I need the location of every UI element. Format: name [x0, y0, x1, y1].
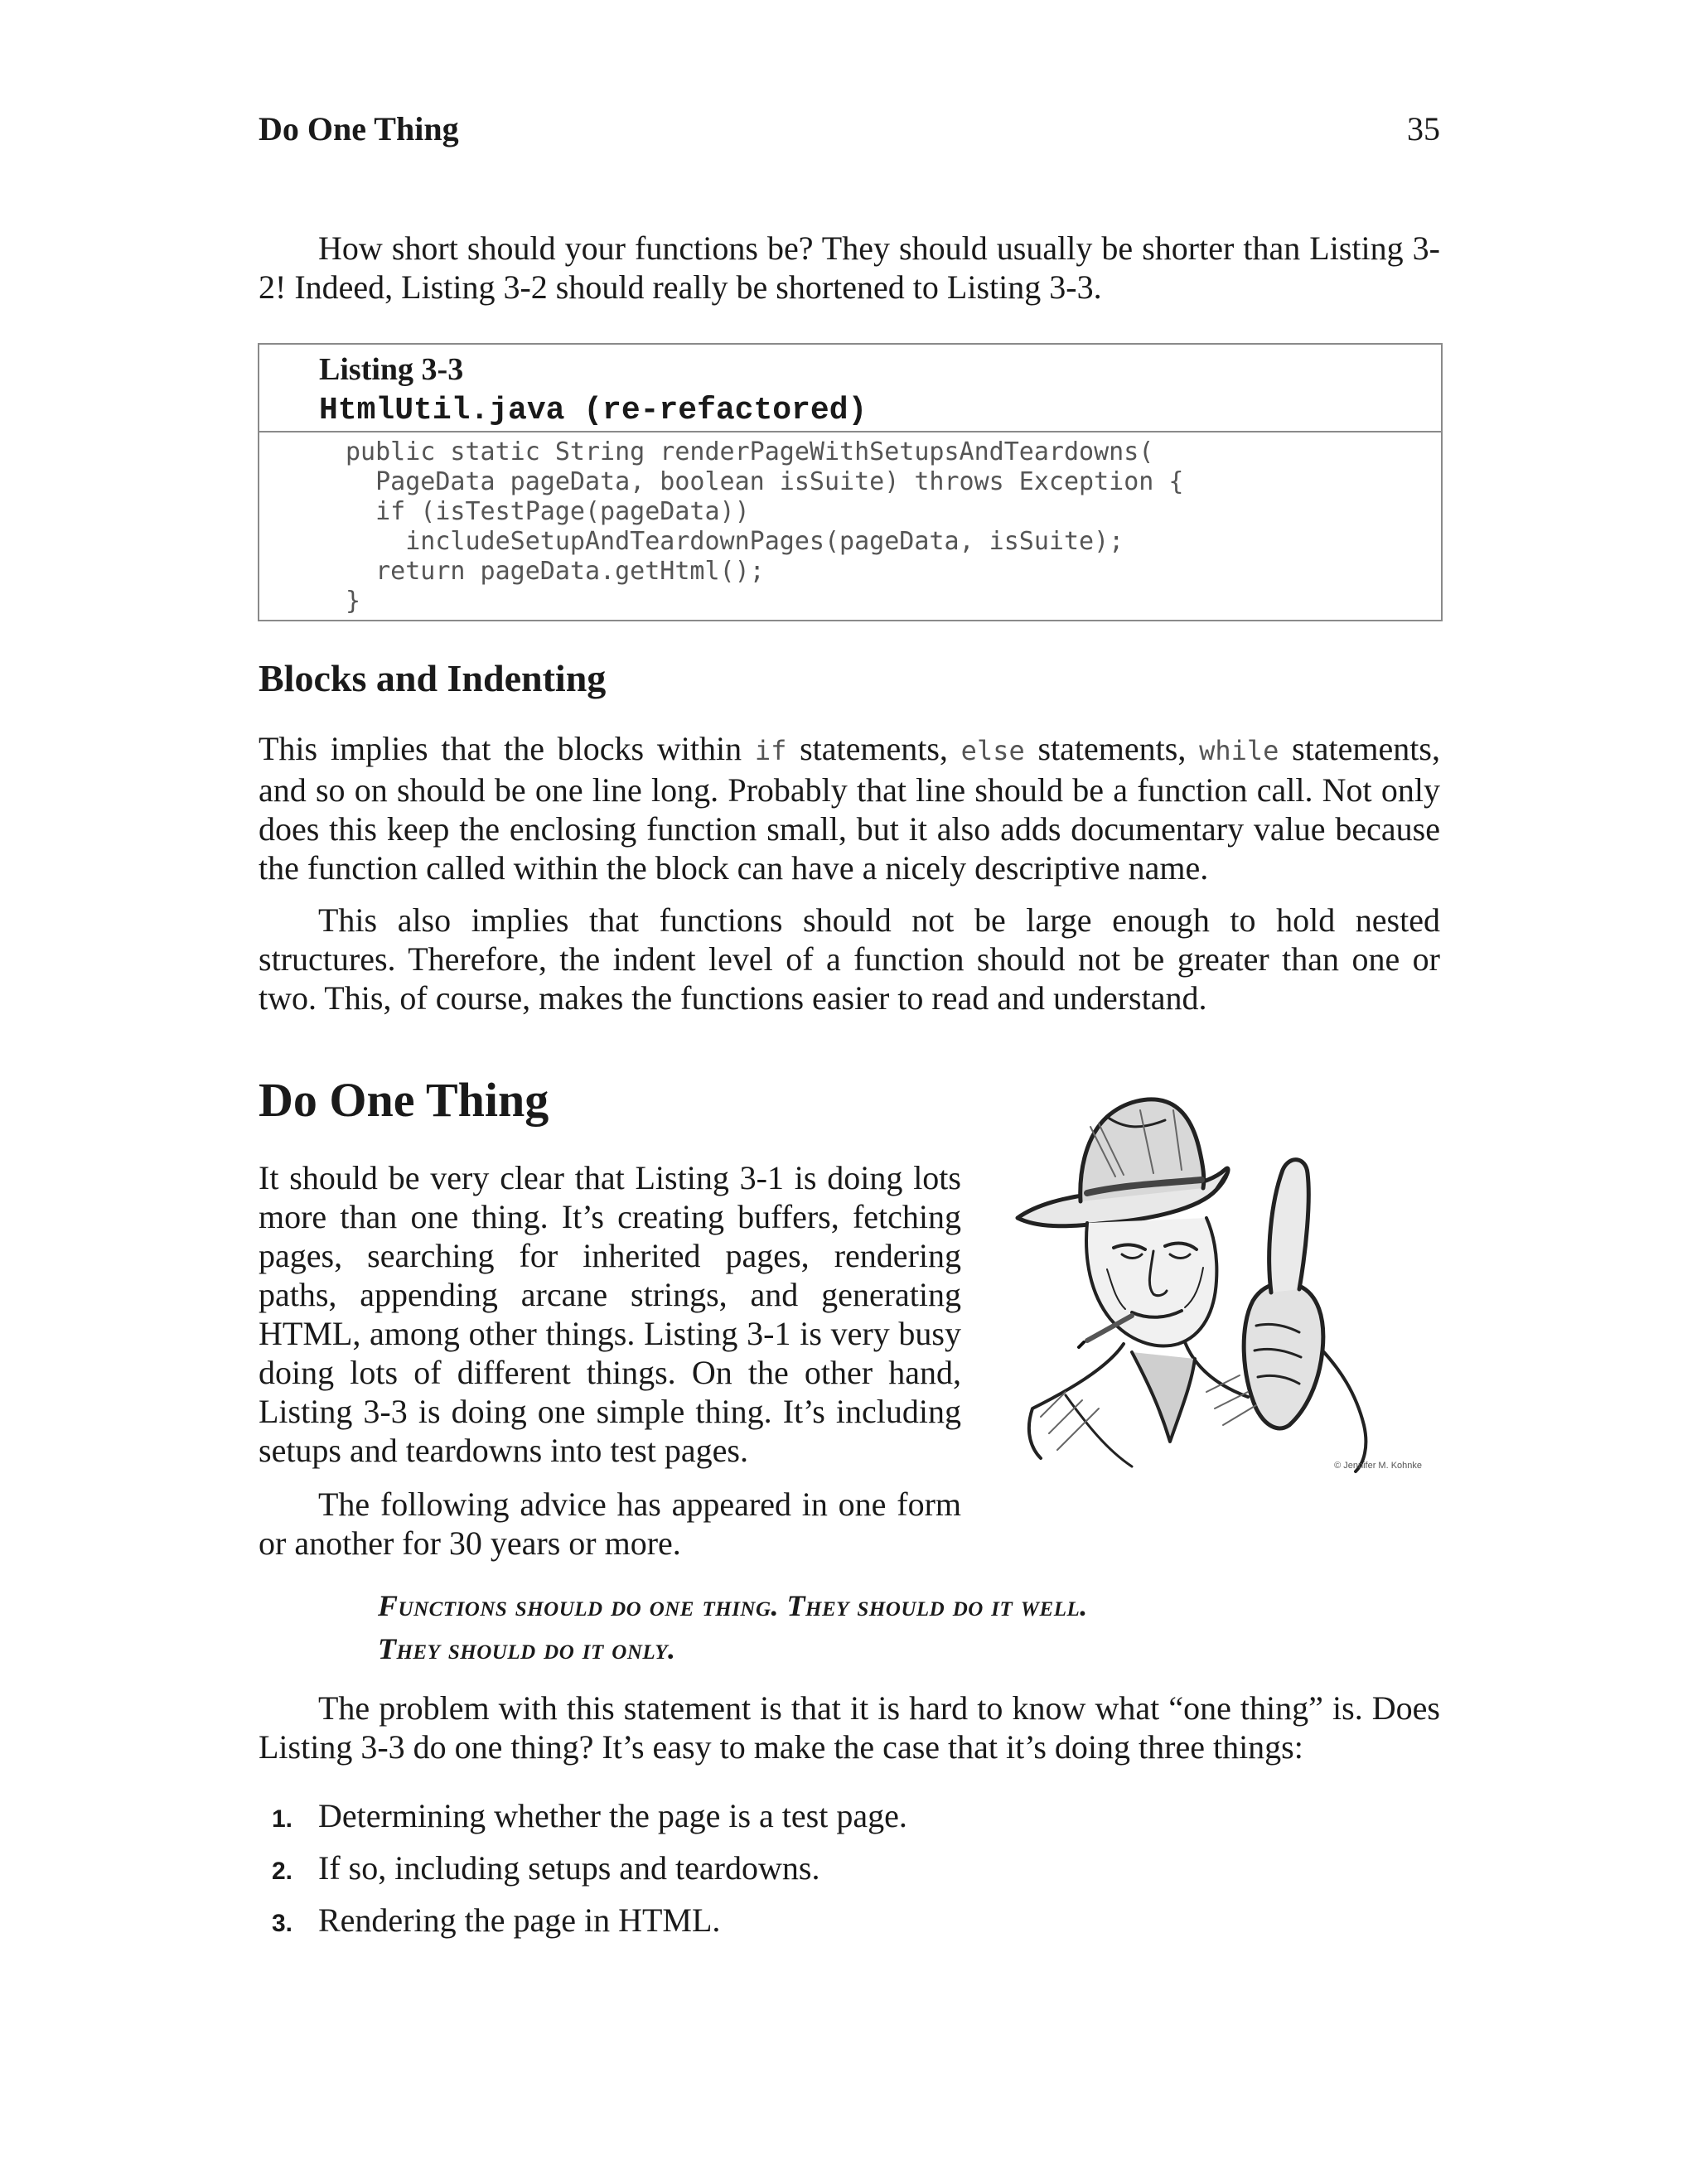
blocks-paragraph-2: This also implies that functions should not be large enough to hold nested structures. Therefore, the indent level of a function should not be greater than one or two. This, of course, makes the functions easier to read and understand.	[259, 901, 1440, 1017]
one-thing-paragraph-1: It should be very clear that Listing 3-1 is doing lots more than one thing. It’s creating buffers, fetching pages, searching for inherited pages, rendering paths, appending arcane strings, and generating HTML, among other things. Listing 3-1 is very busy doing lots of different things. On the other hand, Listing 3-3 is doing one simple thing. It’s including setups and teardowns into test pages.	[259, 1159, 961, 1469]
blocks-text-a: This implies that the blocks within	[259, 730, 755, 767]
one-thing-paragraph-3: The problem with this statement is that it is hard to know what “one thing” is. Does Listing 3-3 do one thing? It’s easy to make the case that it’s doing three things:	[259, 1689, 1440, 1766]
list-number: 2.	[272, 1858, 293, 1885]
list-item	[259, 1848, 907, 1901]
code-listing	[258, 343, 1443, 621]
listing-code: public static String renderPageWithSetupsAndTeardowns( PageData pageData, boolean isSuite) throws Exception { if (isTestPage(pageData)) includeSetupAndTeardownPages(pageData, isSuite); return pageData.getHtml(); }	[346, 437, 1184, 616]
quote-line-1: Functions should do one thing. They should do it well.	[378, 1589, 1088, 1622]
blocks-text-c: statements,	[1024, 730, 1200, 767]
intro-paragraph: How short should your functions be? They should usually be shorter than Listing 3-2! Indeed, Listing 3-2 should really be shortened to Listing 3-3.	[259, 230, 1440, 306]
running-header	[259, 109, 1440, 148]
three-things-list	[259, 1796, 907, 1953]
list-text: Rendering the page in HTML.	[318, 1901, 721, 1939]
keyword-if: if	[754, 735, 787, 766]
listing-number: Listing 3-3	[319, 352, 464, 387]
page-number: 35	[1407, 110, 1440, 147]
blocks-paragraph-1	[259, 729, 1440, 887]
list-item	[259, 1796, 907, 1848]
running-header-title: Do One Thing	[259, 110, 459, 147]
list-number: 3.	[272, 1910, 293, 1937]
list-item	[259, 1901, 907, 1953]
one-thing-paragraph-2: The following advice has appeared in one form or another for 30 years or more.	[259, 1486, 961, 1562]
list-number: 1.	[272, 1805, 293, 1833]
keyword-while: while	[1199, 735, 1279, 766]
listing-header	[259, 345, 1441, 432]
quote-line-2: They should do it only.	[378, 1632, 676, 1665]
listing-filename: HtmlUtil.java (re-refactored)	[319, 393, 868, 428]
list-text: Determining whether the page is a test page.	[318, 1797, 907, 1834]
list-text: If so, including setups and teardowns.	[318, 1849, 820, 1887]
blocks-text-b: statements,	[786, 730, 961, 767]
cowboy-illustration	[1008, 1077, 1447, 1475]
advice-quote	[378, 1584, 1088, 1670]
illustration-credit: © Jennifer M. Kohnke	[1334, 1461, 1422, 1471]
blocks-text-d: statements, and so on should be one line long. Probably that line should be a function call. Not only does this keep the enclosing function small, but it also adds documentary value because the function called within the block can have a nicely descriptive name.	[259, 730, 1440, 887]
keyword-else: else	[960, 735, 1025, 766]
section-heading-blocks: Blocks and Indenting	[259, 657, 607, 699]
section-heading-do-one-thing: Do One Thing	[259, 1073, 549, 1127]
